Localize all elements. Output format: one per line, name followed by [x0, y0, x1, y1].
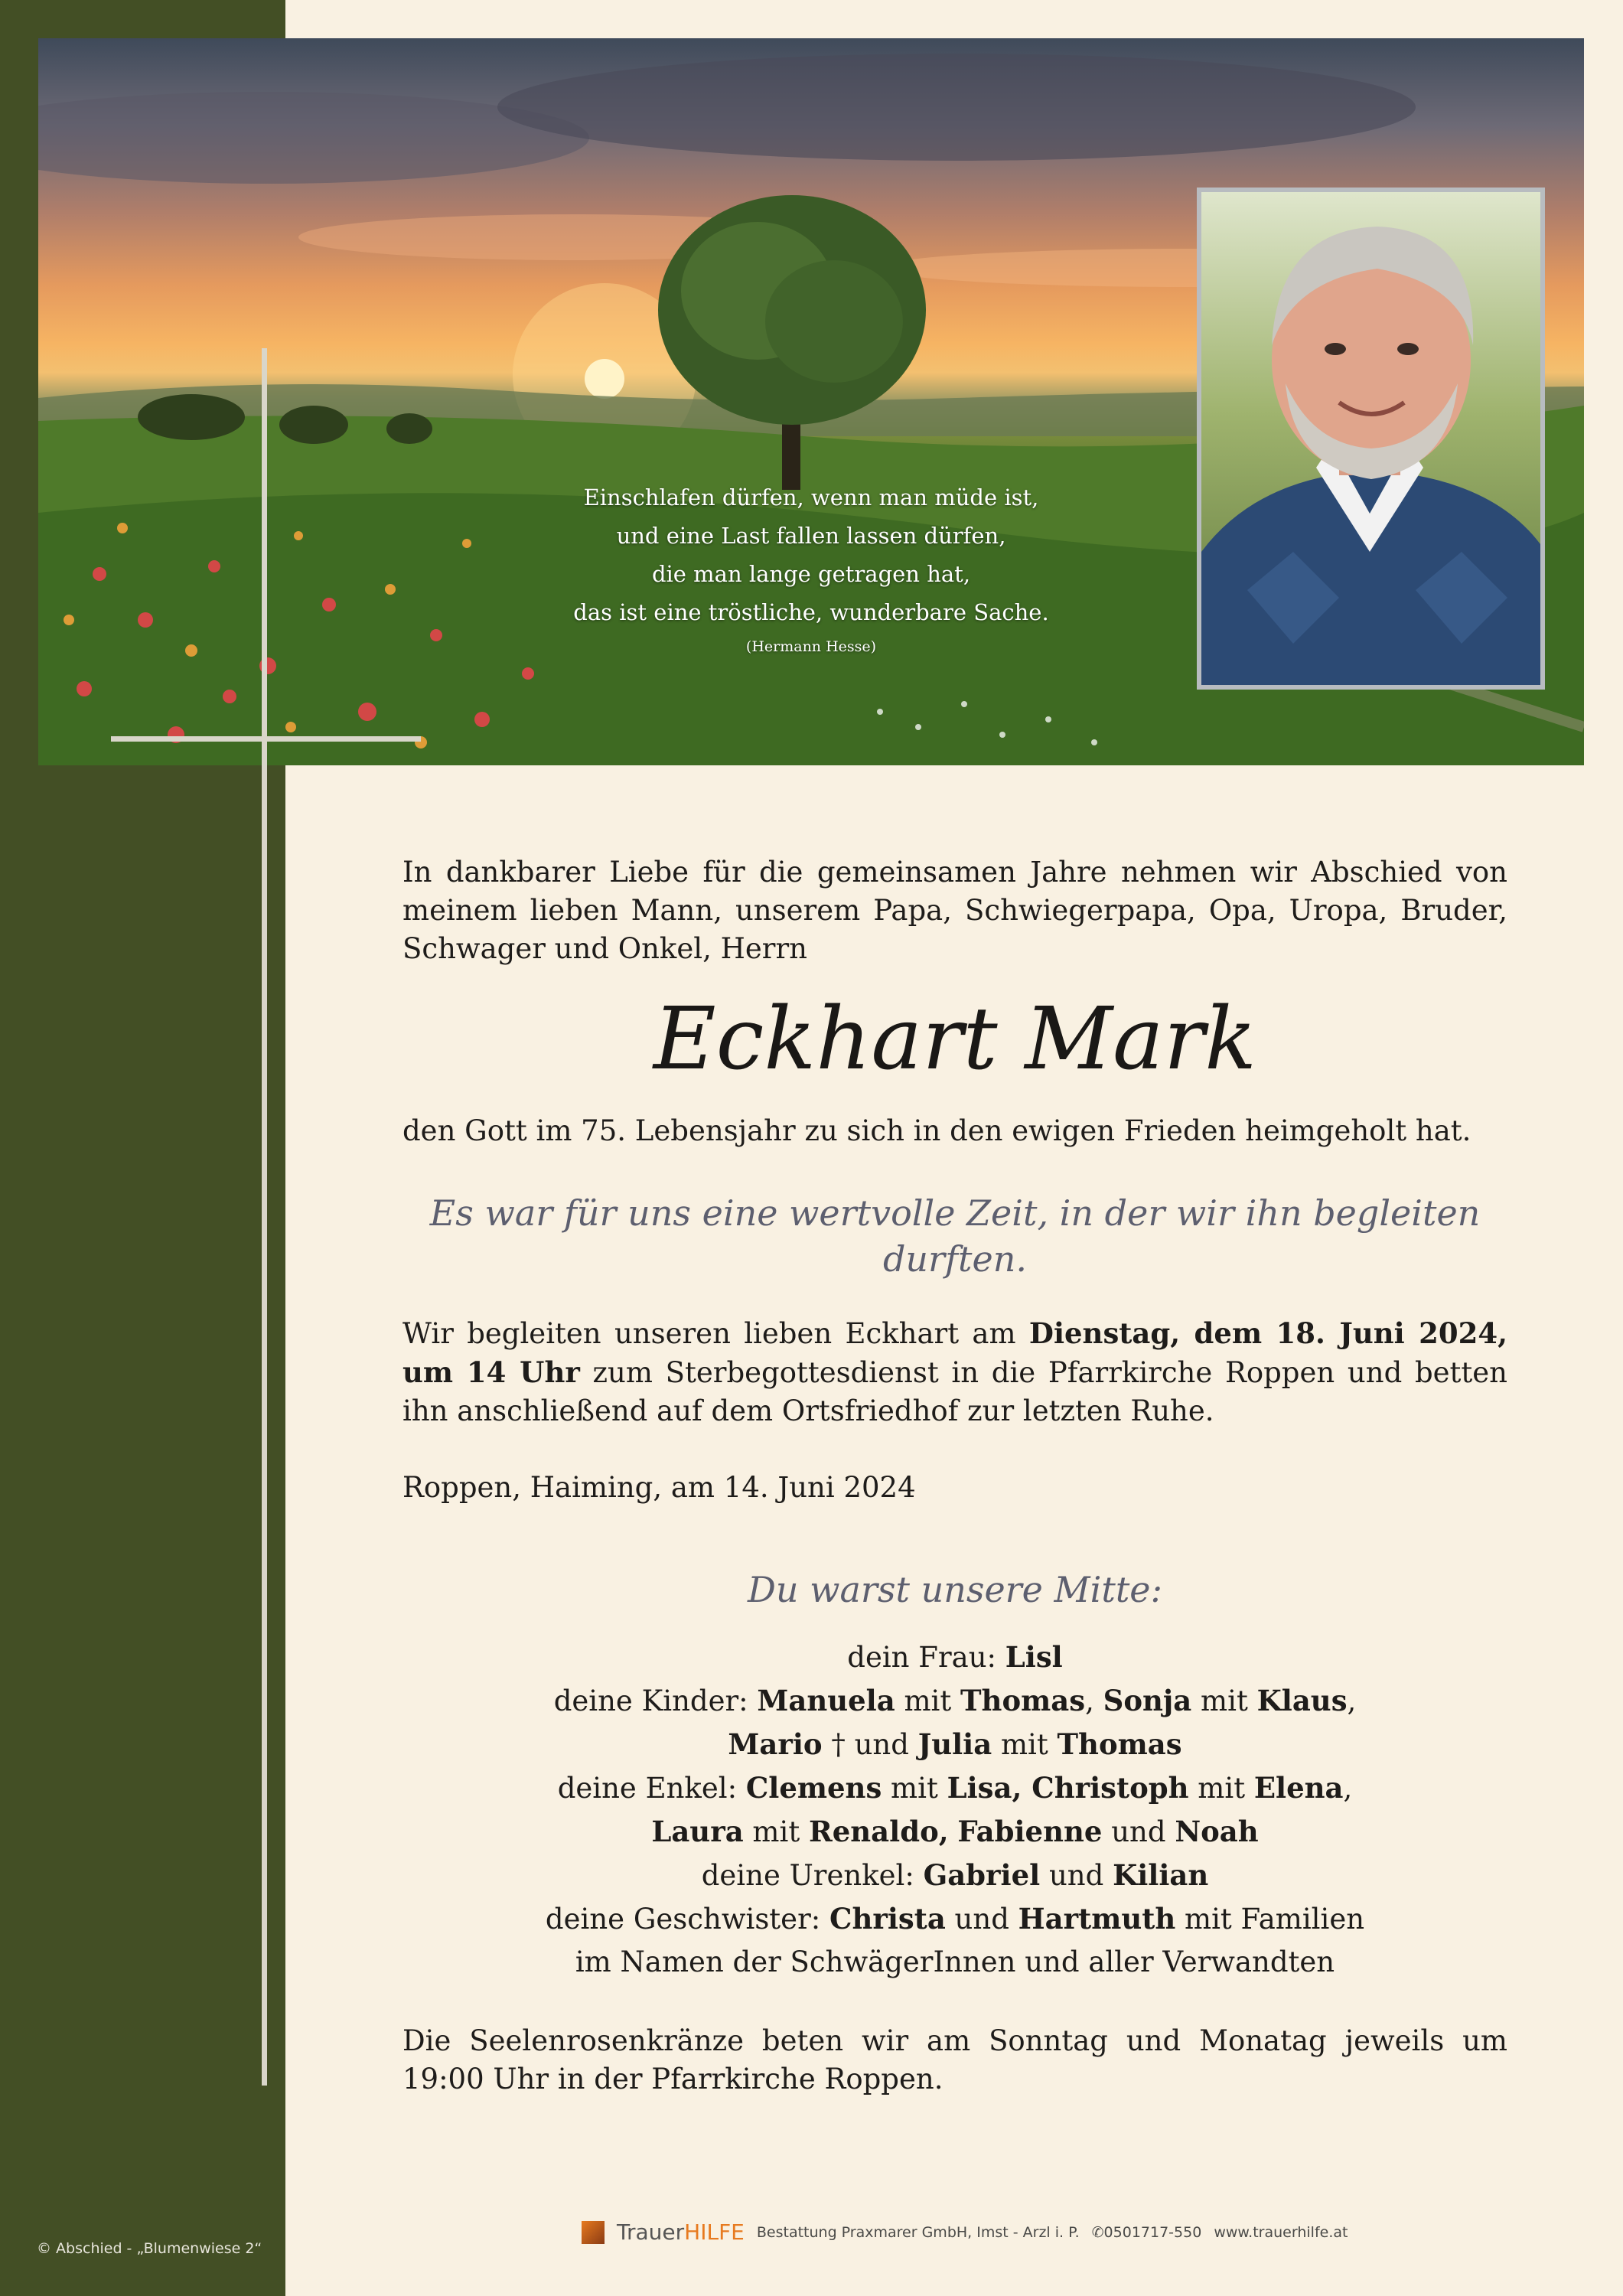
- motto: Es war für uns eine wertvolle Zeit, in der wir ihn begleiten durften.: [429, 1192, 1481, 1280]
- connector: und: [945, 1903, 1018, 1936]
- connector: mit: [882, 1772, 947, 1805]
- funeral-pre: Wir begleiten unseren lieben Eckhart am: [402, 1317, 1029, 1350]
- child-name: Manuela: [757, 1684, 895, 1717]
- partner-name: Thomas: [1057, 1727, 1182, 1761]
- family-children-line: [402, 1679, 1507, 1723]
- grandchild-name: Noah: [1175, 1815, 1259, 1848]
- place-date: Roppen, Haiming, am 14. Juni 2024: [402, 1471, 916, 1504]
- separator: ,: [1347, 1684, 1357, 1717]
- sibling-name: Hartmuth: [1018, 1902, 1176, 1936]
- quote-line: das ist eine tröstliche, wunderbare Sache.: [573, 599, 1049, 625]
- greatgrandchildren-label: deine Urenkel:: [701, 1859, 924, 1892]
- sibling-name: Christa: [829, 1902, 946, 1936]
- hero-landscape-image: [38, 38, 1584, 765]
- connector: mit: [1188, 1772, 1254, 1805]
- deceased-name: Eckhart Mark: [653, 990, 1257, 1089]
- family-list: [402, 1636, 1507, 1984]
- portrait-illustration: [1201, 192, 1540, 685]
- family-grandchildren-line-2: [402, 1810, 1507, 1854]
- company-name: Bestattung Praxmarer GmbH, Imst - Arzl i. P.: [756, 2223, 1080, 2241]
- partner-name: Klaus: [1256, 1684, 1348, 1717]
- grandchild-name: Laura: [651, 1815, 744, 1848]
- partner-name: Renaldo,: [808, 1815, 949, 1848]
- age-line: den Gott im 75. Lebensjahr zu sich in den ewigen Frieden heimgeholt hat.: [402, 1114, 1471, 1147]
- family-siblings-line: [402, 1897, 1507, 1941]
- quote-line: Einschlafen dürfen, wenn man müde ist,: [583, 484, 1039, 510]
- siblings-label: deine Geschwister:: [545, 1903, 829, 1936]
- obituary-text: [402, 853, 1507, 2099]
- partner-name: Elena: [1253, 1771, 1344, 1805]
- connector: mit: [992, 1728, 1058, 1761]
- grandchild-name: Clemens: [745, 1771, 882, 1805]
- quote-line: die man lange getragen hat,: [651, 561, 971, 587]
- cross-vertical-bar: [262, 348, 267, 2086]
- phone-number: ✆0501717-550: [1091, 2223, 1202, 2241]
- greatgrandchild-name: Kilian: [1113, 1858, 1209, 1892]
- connector: mit: [895, 1684, 961, 1717]
- connector: mit Familien: [1175, 1903, 1365, 1936]
- separator: ,: [1343, 1772, 1353, 1805]
- family-closing-line: im Namen der SchwägerInnen und aller Verwandten: [575, 1945, 1335, 1978]
- wife-label: dein Frau:: [847, 1641, 1005, 1674]
- connector: mit: [1191, 1684, 1257, 1717]
- family-greatgrandchildren-line: [402, 1854, 1507, 1897]
- brand-part: Trauer: [617, 2219, 685, 2245]
- partner-name: Thomas: [960, 1684, 1086, 1717]
- partner-name: Lisa: [947, 1771, 1012, 1805]
- child-name: Sonja: [1103, 1684, 1192, 1717]
- brand-name: [617, 2219, 745, 2245]
- separator: ,: [1085, 1684, 1103, 1717]
- quote-line: und eine Last fallen lassen dürfen,: [616, 523, 1006, 549]
- funeral-post: zum Sterbegottesdienst in die Pfarrkirche Roppen und betten ihn anschließend auf dem Ortsfriedhof zur letzten Ruhe.: [402, 1356, 1507, 1427]
- connector: und: [1102, 1815, 1175, 1848]
- family-grandchildren-line: [402, 1766, 1507, 1810]
- rosary-paragraph: Die Seelenrosenkränze beten wir am Sonntag und Monatag jeweils um 19:00 Uhr in der Pfarrkirche Roppen.: [402, 2024, 1507, 2095]
- child-name: Mario: [728, 1727, 823, 1761]
- connector: † und: [822, 1728, 918, 1761]
- child-name: Julia: [917, 1727, 992, 1761]
- quote-author: (Hermann Hesse): [745, 638, 877, 655]
- hero-quote: [467, 478, 1155, 662]
- grandchild-name: Fabienne: [957, 1815, 1103, 1848]
- greatgrandchild-name: Gabriel: [923, 1858, 1041, 1892]
- portrait-photo: [1197, 188, 1545, 690]
- connector: mit: [743, 1815, 809, 1848]
- grandchildren-label: deine Enkel:: [557, 1772, 746, 1805]
- cross-horizontal-bar: [111, 736, 421, 742]
- brand-part-accent: HILFE: [684, 2219, 745, 2245]
- family-children-line-2: [402, 1723, 1507, 1766]
- family-wife-line: [402, 1636, 1507, 1679]
- intro-paragraph: In dankbarer Liebe für die gemeinsamen Jahre nehmen wir Abschied von meinem lieben Mann, unserem Papa, Schwiegerpapa, Opa, Uropa, Bruder, Schwager und Onkel, Herrn: [402, 856, 1507, 965]
- mitte-heading: Du warst unsere Mitte:: [747, 1569, 1163, 1610]
- trauerhilfe-logo-icon: [582, 2221, 605, 2244]
- funeral-paragraph: [402, 1314, 1507, 1430]
- grandchild-name: Christoph: [1031, 1771, 1189, 1805]
- website-link[interactable]: www.trauerhilfe.at: [1214, 2223, 1348, 2241]
- footer: [582, 2219, 1348, 2245]
- children-label: deine Kinder:: [553, 1684, 758, 1717]
- separator: [949, 1815, 958, 1848]
- copyright-note: © Abschied - „Blumenwiese 2“: [37, 2240, 262, 2257]
- funeral-date: Dienstag, dem 18. Juni 2024, um 14 Uhr: [402, 1316, 1507, 1389]
- separator: ,: [1012, 1771, 1032, 1805]
- connector: und: [1040, 1859, 1113, 1892]
- wife-name: Lisl: [1005, 1640, 1063, 1674]
